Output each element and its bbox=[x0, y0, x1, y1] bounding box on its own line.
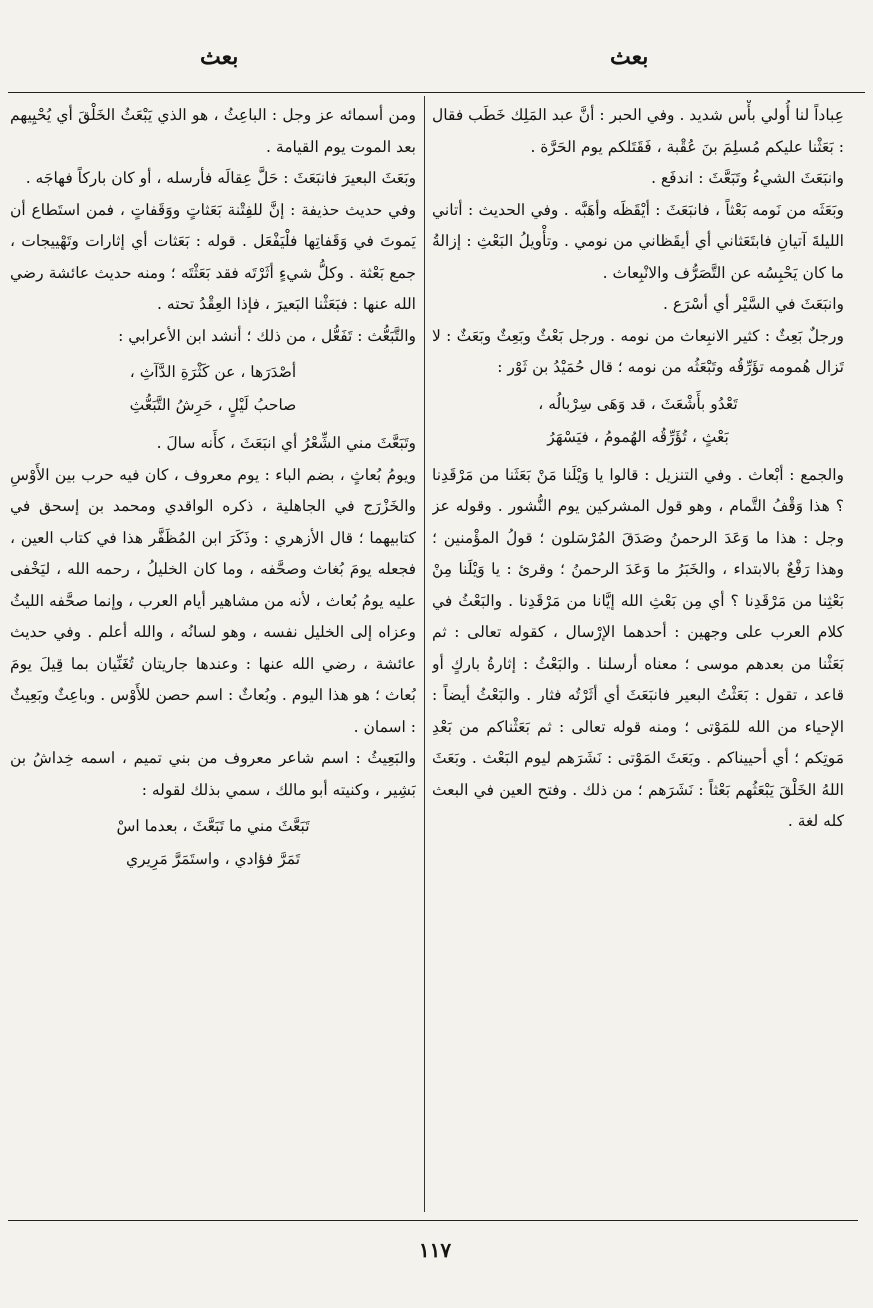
left-column bbox=[10, 100, 416, 1212]
entry-paragraph: والبَعِيثُ : اسم شاعر معروف من بني تميم ، اسمه خِداشُ بن بَشِير ، وكنيته أبو مالك ، سمي بذلك لقوله : bbox=[10, 749, 416, 799]
page-number: ١١٧ bbox=[418, 1238, 452, 1262]
entry-paragraph: والتَّبَعُّث : تَفَعُّل ، من ذلك ؛ أنشد ابن الأعرابي : bbox=[118, 326, 416, 345]
entry-paragraph: وتَبَعَّثَ مني الشِّعْرُ أي انبَعَثَ ، كأَنه سالَ . bbox=[156, 434, 416, 452]
verse-line: صاحبُ لَيْلٍ ، حَرِشُ التَّبَعُّثِ bbox=[129, 396, 297, 414]
entry-paragraph: وانبَعَثَ الشيءُ وتَبَعَّثَ : اندفَع . bbox=[651, 169, 844, 187]
entry-paragraph: وبَعَثَه من نَومه بَعْثاً ، فانبَعَثَ : أيْقَظَه وأهَبَّه . وفي الحديث : أتاني الليلةَ آتيانِ فابتَعَثاني أي أيقَظاني من نومي . وتأْويلُ البَعْثِ : إزالةُ ما كان يَحْبِسُه عن التَّصَرُّف والانْبِعاث . bbox=[432, 200, 844, 282]
entry-paragraph: وفي حديث حذيفة : إنَّ للفِتْنة بَعَثاتٍ ووَقَفاتٍ ، فمن استَطاع أن يَموتَ في وَقَفاتِها فلْيَفْعَل . قوله : بَعَثات أي إثارات وتَهْييجات ، جمع بَعْثة . وكلُّ شيءٍ أثَرْتَه فقد بَعَثْتَه ؛ ومنه حديث عائشة رضي الله عنها : فبَعَثْنا البَعيرَ ، فإذا العِقْدُ تحته . bbox=[10, 200, 416, 313]
poetry-verse bbox=[10, 356, 416, 422]
verse-line: أصْدَرَها ، عن كَثْرَةِ الدَّآثِ ، bbox=[129, 363, 297, 381]
headword-left: بعث bbox=[200, 44, 239, 70]
right-column bbox=[432, 100, 844, 1212]
entry-paragraph: عِباداً لنا أُولي بأْس شديد . وفي الحبر : أنَّ عبد المَلِك خَطَب فقال : بَعَثْنا عليكم مُسلِمَ بنَ عُقْبة ، فَقَتَلكم يوم الحَرَّة . bbox=[432, 106, 844, 156]
verse-line: تَبَعَّثَ مني ما تَبَعَّثَ ، بعدما اسْ bbox=[116, 817, 310, 835]
verse-line: تَعْدُو بأَشْعَثَ ، قد وَهَى سِرْبالُه ، bbox=[538, 394, 738, 413]
entry-paragraph: وبَعَثَ البعيرَ فانبَعَثَ : حَلَّ عِقالَه فأرسله ، أو كان باركاً فهاجَه . bbox=[25, 169, 416, 187]
column-separator bbox=[424, 96, 425, 1212]
poetry-verse bbox=[10, 810, 416, 876]
headword-right: بعث bbox=[610, 44, 649, 70]
verse-line: تَمَرَّ فؤادي ، واستَمَرَّ مَرِيري bbox=[125, 850, 301, 868]
verse-line: بَعْثٍ ، تُؤَرِّقُه الهُمومُ ، فيَسْهَرُ bbox=[547, 427, 729, 446]
entry-paragraph: وانبَعَثَ في السَّيْر أي أسْرَع . bbox=[663, 295, 844, 313]
entry-paragraph: ويومُ بُعاثٍ ، بضم الباء : يوم معروف ، كان فيه حرب بين الأَوْسِ والخَزْرَج في الجاهلية ، ذكره الواقدي ومحمد بن إسحق في كتابيهما ؛ قال الأزهري : وذَكَرَ ابن المُظَفَّر هذا في كتاب العين ، فجعله يومَ بُغاث وصحَّفه ، وما كان الخليلُ ، رحمه الله ، ليَخْفى عليه يومُ بُعاث ، لأنه من مشاهير أيام العرب ، وإنما صحَّفه الليثُ وعزاه إلى الخليل نفسه ، وهو لسانُه ، والله أعلم . وفي حديث عائشة ، رضي الله عنها : وعندها جاريتان تُغَنِّيان بما قِيلَ يومَ بُعاث ؛ هو هذا اليوم . وبُعاثٌ : اسم حصن للأَوْس . وباعِثٌ وبَعِيثٌ : اسمان . bbox=[10, 465, 416, 736]
entry-paragraph: ومن أسمائه عز وجل : الباعِثُ ، هو الذي يَبْعَثُ الخَلْقَ أي يُحْيِيهم بعد الموت يوم القيامة . bbox=[10, 106, 416, 156]
poetry-verse bbox=[432, 388, 844, 454]
top-rule bbox=[8, 92, 865, 93]
entry-paragraph: والجمع : أبْعاث . وفي التنزيل : قالوا يا وَيْلَنا مَنْ بَعَثَنا من مَرْقَدِنا ؟ هذا وَقْفُ التَّمام ، وهو قول المشركين يوم النُّشور . وقوله عز وجل : هذا ما وَعَدَ الرحمنُ وصَدَقَ المُرْسَلون ؛ قولُ المؤْمنين ؛ وهذا رَفْعٌ بالابتداء ، والخَبَرُ ما وَعَدَ الرحمنُ ؛ وقرئ : يا وَيْلَنا مِنْ بَعْثِنا من مَرْقَدِنا ؟ أي مِن بَعْثِ الله إيَّانا من مَرْقَدِنا . والبَعْثُ في كلام العرب على وجهين : أحدهما الإرْسال ، كقوله تعالى : ثم بَعَثْنا من بعدهم موسى ؛ معناه أرسلنا . والبَعْثُ : إثارةُ باركٍ أو قاعد ، تقول : بَعَثْتُ البعير فانبَعَثَ أي أثَرْتُه فثار . والبَعْثُ أيضاً : الإحياء من الله للمَوْتى ؛ ومنه قوله تعالى : ثم بَعَثْناكم من بَعْدِ مَوتِكم ؛ أي أحييناكم . وبَعَثَ المَوْتى : نَشَرَهم ليوم البَعْث . وبَعَثَ اللهُ الخَلْقَ يَبْعَثُهم بَعْثاً : نَشَرَهم ؛ من ذلك . وفتح العين في البعث كله لغة . bbox=[432, 465, 844, 830]
bottom-rule bbox=[8, 1220, 858, 1221]
entry-paragraph: ورجلٌ بَعِثٌ : كثير الانبِعاث من نومه . ورجل بَعْثٌ وبَعِثٌ وبَعَثٌ : لا تَزال هُمومه تؤَرِّقُه وتَبْعَثُه من نومه ؛ قال حُمَيْدُ بن ثَوْر : bbox=[432, 326, 844, 376]
